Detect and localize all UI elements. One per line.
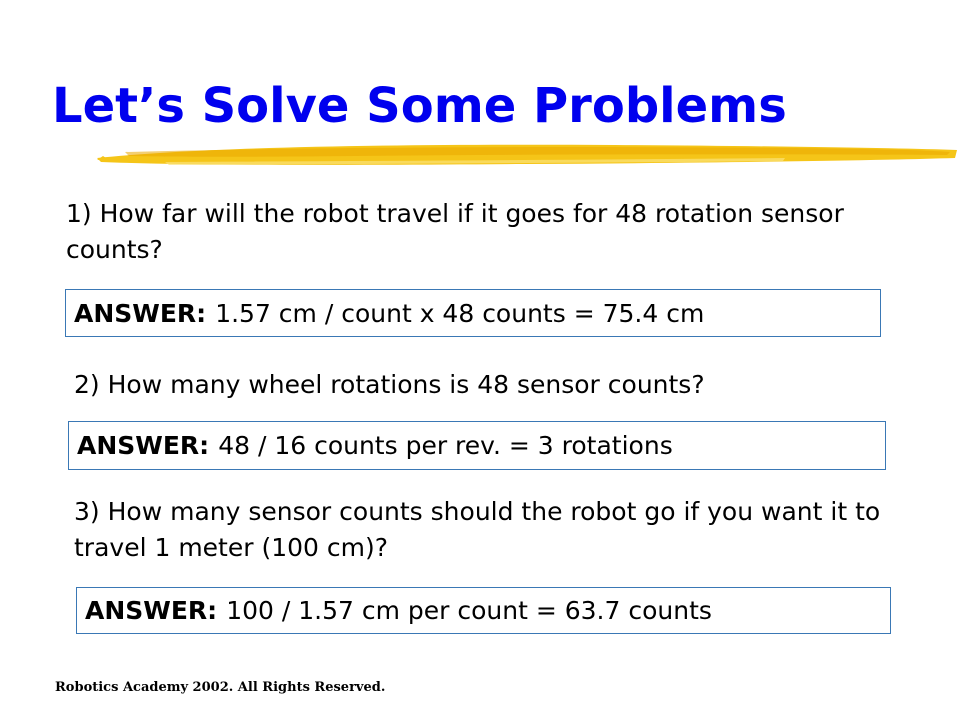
- answer-box-1: [65, 289, 881, 337]
- title-underline-brush-stroke: [95, 136, 960, 176]
- question-1: 1) How far will the robot travel if it goes for 48 rotation sensor counts?: [66, 199, 844, 264]
- question-2: 2) How many wheel rotations is 48 sensor counts?: [74, 370, 705, 399]
- copyright-footer: Robotics Academy 2002. All Rights Reserved.: [55, 680, 386, 695]
- answer-text: 48 / 16 counts per rev. = 3 rotations: [218, 431, 673, 460]
- answer-box-2: [68, 421, 886, 470]
- question-3: 3) How many sensor counts should the robot go if you want it to travel 1 meter (100 cm)?: [74, 497, 881, 562]
- answer-box-3: [76, 587, 891, 634]
- answer-label: ANSWER:: [77, 431, 210, 460]
- answer-label: ANSWER:: [74, 298, 207, 328]
- answer-text: 1.57 cm / count x 48 counts = 75.4 cm: [215, 298, 705, 328]
- slide-title: Let’s Solve Some Problems: [52, 78, 787, 134]
- answer-label: ANSWER:: [85, 596, 218, 625]
- answer-text: 100 / 1.57 cm per count = 63.7 counts: [226, 596, 712, 625]
